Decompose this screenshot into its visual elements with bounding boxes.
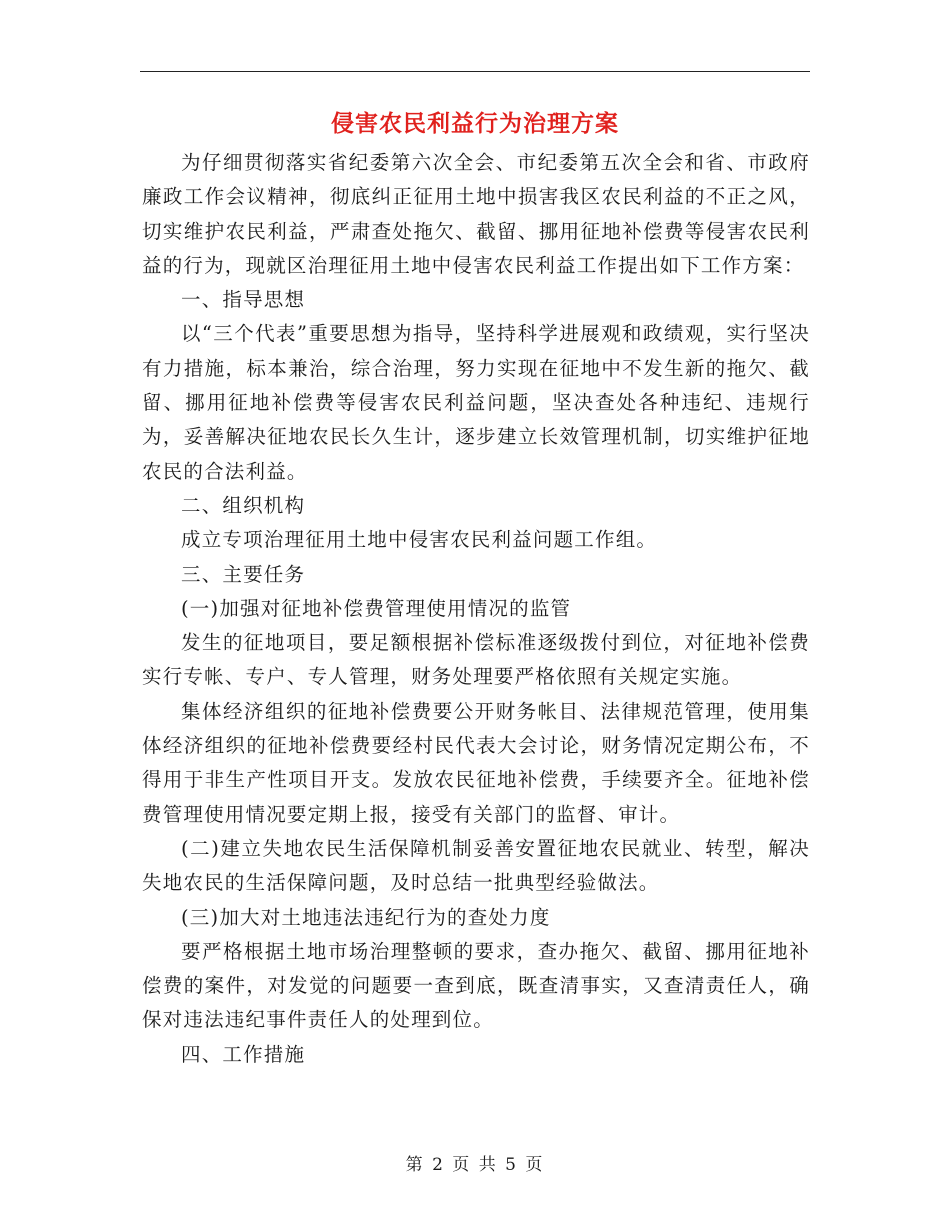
page-number-footer: 第 2 页 共 5 页 (405, 1155, 545, 1175)
intro-paragraph: 为仔细贯彻落实省纪委第六次全会、市纪委第五次全会和省、市政府廉政工作会议精神，彻底纠正征用土地中损害我区农民利益的不正之风，切实维护农民利益，严肃查处拖欠、截留、挪用征地补偿费等侵害农民利益的行为，现就区治理征用土地中侵害农民利益工作提出如下工作方案： (142, 151, 810, 277)
task-2-paragraph: (二)建立失地农民生活保障机制妥善安置征地农民就业、转型，解决失地农民的生活保障问题，及时总结一批典型经验做法。 (142, 836, 810, 895)
subheading-task-3: (三)加大对土地违法违纪行为的查处力度 (181, 905, 551, 929)
section-heading-organization: 二、组织机构 (181, 493, 306, 517)
document-body (142, 146, 810, 1072)
section-heading-guiding-thought: 一、指导思想 (181, 288, 306, 312)
section-heading-main-tasks: 三、主要任务 (181, 562, 306, 586)
task-1-paragraph-1: 发生的征地项目，要足额根据补偿标准逐级拨付到位，对征地补偿费实行专帐、专户、专人管理，财务处理要严格依照有关规定实施。 (142, 631, 810, 689)
header-rule (140, 71, 810, 72)
organization-paragraph: 成立专项治理征用土地中侵害农民利益问题工作组。 (181, 528, 658, 552)
section-heading-work-measures: 四、工作措施 (181, 1042, 306, 1066)
task-3-paragraph: 要严格根据土地市场治理整顿的要求，查办拖欠、截留、挪用征地补偿费的案件，对发觉的问题要一查到底，既查清事实，又查清责任人，确保对违法违纪事件责任人的处理到位。 (142, 939, 810, 1032)
task-1-paragraph-2: 集体经济组织的征地补偿费要公开财务帐目、法律规范管理，使用集体经济组织的征地补偿费要经村民代表大会讨论，财务情况定期公布，不得用于非生产性项目开支。发放农民征地补偿费，手续要齐全。征地补偿费管理使用情况要定期上报，接受有关部门的监督、审计。 (142, 699, 810, 826)
guiding-thought-paragraph: 以“三个代表”重要思想为指导，坚持科学进展观和政绩观，实行坚决有力措施，标本兼治，综合治理，努力实现在征地中不发生新的拖欠、截留、挪用征地补偿费等侵害农民利益问题，坚决查处各种违纪、违规行为，妥善解决征地农民长久生计，逐步建立长效管理机制，切实维护征地农民的合法利益。 (142, 322, 810, 483)
document-title: 侵害农民利益行为治理方案 (331, 110, 619, 137)
subheading-task-1: (一)加强对征地补偿费管理使用情况的监管 (181, 596, 572, 620)
